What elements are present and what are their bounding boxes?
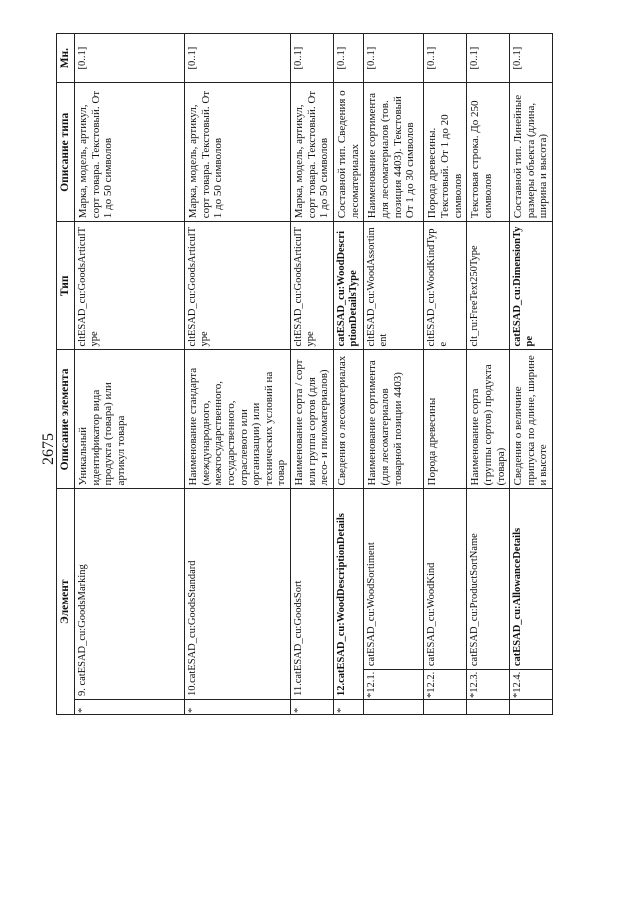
type-cell: catESAD_cu:DimensionType	[510, 222, 553, 350]
indent-cell	[424, 700, 467, 715]
type-cell: cltESAD_cu:WoodAssortiment	[364, 222, 424, 350]
element-description-cell: Сведения о лесоматериалах	[334, 350, 364, 489]
row-number-cell: *12.1.	[364, 670, 424, 700]
row-marker: *	[291, 700, 334, 715]
element-description-cell: Уникальный идентификатор вида продукта (товара) или артикул товара	[75, 350, 185, 489]
table-row	[364, 34, 424, 715]
table-row	[185, 34, 291, 715]
header-element-description: Описание элемента	[57, 350, 75, 489]
table-header-row	[57, 34, 75, 715]
specification-table	[56, 33, 553, 715]
element-description-cell: Наименование сорта (группы сортов) продукта (товара)	[467, 350, 510, 489]
element-name-cell: catESAD_cu:WoodKind	[424, 489, 467, 670]
type-description-cell: Порода древесины. Текстовый. От 1 до 20 символов	[424, 83, 467, 222]
multiplicity-cell: [0..1]	[364, 34, 424, 83]
element-name-cell: 11.catESAD_cu:GoodsSort	[291, 489, 334, 700]
header-type-description: Описание типа	[57, 83, 75, 222]
type-cell: cltESAD_cu:GoodsArticulType	[185, 222, 291, 350]
row-marker: *	[334, 700, 364, 715]
table-row	[424, 34, 467, 715]
multiplicity-cell: [0..1]	[467, 34, 510, 83]
row-number-cell: *12.4.	[510, 670, 553, 700]
element-description-cell: Наименование сортимента (для лесоматериалов товарной позиции 4403)	[364, 350, 424, 489]
type-cell: clt_ru:FreeText250Type	[467, 222, 510, 350]
type-cell: cltESAD_cu:GoodsArticulType	[291, 222, 334, 350]
multiplicity-cell: [0..1]	[334, 34, 364, 83]
page-number: 2675	[40, 433, 57, 465]
type-description-cell: Марка, модель, артикул, сорт товара. Текстовый. От 1 до 50 символов	[75, 83, 185, 222]
row-number-cell: *12.3.	[467, 670, 510, 700]
element-name-cell: catESAD_cu:ProductSortName	[467, 489, 510, 670]
element-description-cell: Порода древесины	[424, 350, 467, 489]
row-number-cell: *12.2.	[424, 670, 467, 700]
table-row	[75, 34, 185, 715]
type-description-cell: Составной тип. Сведения о лесоматериалах	[334, 83, 364, 222]
type-description-cell: Марка, модель, артикул, сорт товара. Текстовый. От 1 до 50 символов	[185, 83, 291, 222]
type-cell: cltESAD_cu:WoodKindType	[424, 222, 467, 350]
element-description-cell: Сведения о величине припуска по длине, ширине и высоте	[510, 350, 553, 489]
header-type: Тип	[57, 222, 75, 350]
element-name-cell: catESAD_cu:AllowanceDetails	[510, 489, 553, 670]
element-name-cell: 9. catESAD_cu:GoodsMarking	[75, 489, 185, 700]
type-description-cell: Марка, модель, артикул, сорт товара. Текстовый. От 1 до 50 символов	[291, 83, 334, 222]
row-marker: *	[75, 700, 185, 715]
element-name-cell: catESAD_cu:WoodSortiment	[364, 489, 424, 670]
element-name-cell: 10.catESAD_cu:GoodsStandard	[185, 489, 291, 700]
table-row	[291, 34, 334, 715]
table-row	[467, 34, 510, 715]
type-cell: catESAD_cu:WoodDescriptionDetailsType	[334, 222, 364, 350]
indent-cell	[364, 700, 424, 715]
multiplicity-cell: [0..1]	[424, 34, 467, 83]
multiplicity-cell: [0..1]	[75, 34, 185, 83]
indent-cell	[510, 700, 553, 715]
type-description-cell: Составной тип. Линейные размеры объекта (длина, ширина и высота)	[510, 83, 553, 222]
element-description-cell: Наименование стандарта (международного, межгосударственного, государственного, отраслевого или организации) или технических условий на товар	[185, 350, 291, 489]
header-multiplicity: Мн.	[57, 34, 75, 83]
multiplicity-cell: [0..1]	[510, 34, 553, 83]
element-description-cell: Наименование сорта / сорт или группа сортов (для лесо- и пиломатериалов)	[291, 350, 334, 489]
row-marker: *	[185, 700, 291, 715]
type-description-cell: Текстовая строка. До 250 символов	[467, 83, 510, 222]
multiplicity-cell: [0..1]	[185, 34, 291, 83]
table-row	[334, 34, 364, 715]
multiplicity-cell: [0..1]	[291, 34, 334, 83]
type-cell: cltESAD_cu:GoodsArticulType	[75, 222, 185, 350]
table-row	[510, 34, 553, 715]
header-element: Элемент	[57, 489, 75, 715]
element-name-cell: 12.catESAD_cu:WoodDescriptionDetails	[334, 489, 364, 700]
type-description-cell: Наименование сортимента для лесоматериалов (тов. позиция 4403). Текстовый От 1 до 30 символов	[364, 83, 424, 222]
indent-cell	[467, 700, 510, 715]
